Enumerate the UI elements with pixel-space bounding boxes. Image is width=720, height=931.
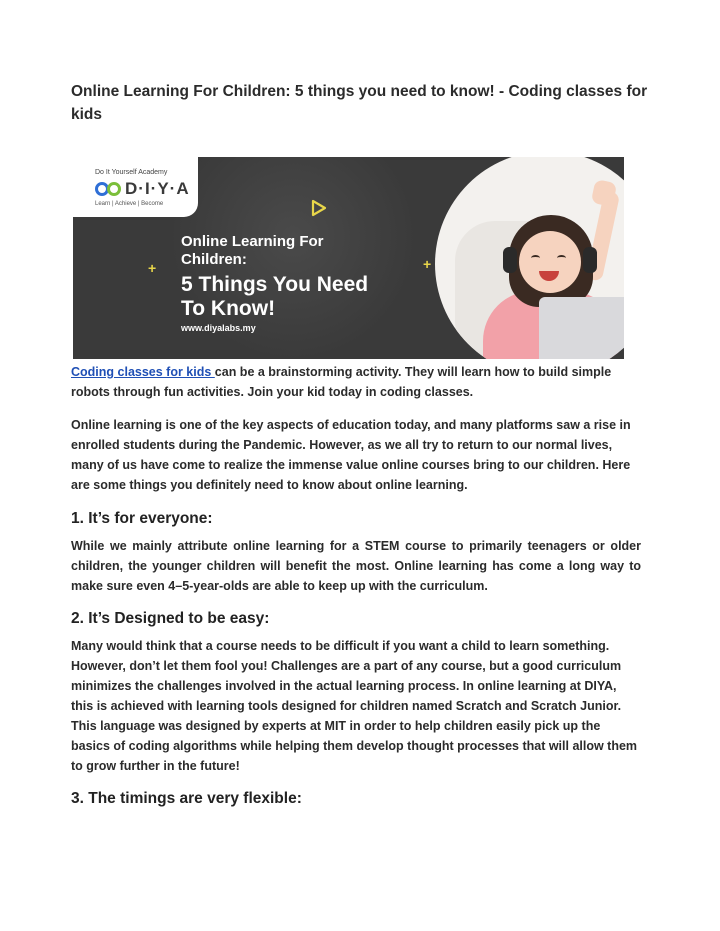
headphone-icon	[503, 247, 517, 273]
section-heading-1: 1. It’s for everyone:	[71, 510, 213, 527]
banner-emphasis: 5 Things You Need To Know!	[181, 273, 369, 320]
section-heading-3: 3. The timings are very flexible:	[71, 790, 302, 807]
intro-paragraph	[71, 362, 641, 402]
infinity-logo-icon	[95, 181, 121, 197]
plus-icon: +	[148, 260, 157, 276]
section-text-1: While we mainly attribute online learning for a STEM course to primarily teenagers or older children, the younger children will benefit the most. Online learning has come a long way to make sure even 4–5-year-olds are able to keep up with the curriculum.	[71, 539, 641, 593]
headphone-icon	[583, 247, 597, 273]
coding-classes-link[interactable]: Coding classes for kids	[71, 365, 215, 379]
eye-shape	[557, 255, 566, 261]
plus-icon: +	[423, 256, 432, 272]
logo-tagline: Learn | Achieve | Become	[95, 201, 164, 207]
section-text-2: Many would think that a course needs to be difficult if you want a child to learn something. However, don’t let them fool you! Challenges are a part of any course, but a good curriculum minimizes the challenges involved in the actual learning process. In online learning at DIYA, this is achieved with learning tools designed for children named Scratch and Scratch Junior. This language was designed by experts at MIT in order to help children easily pick up the basics of coding algorithms while helping them develop thought processes that will allow them to grow further in the future!	[71, 639, 638, 773]
play-icon	[311, 199, 327, 217]
diya-logo	[73, 157, 198, 217]
section-heading-2: 2. It’s Designed to be easy:	[71, 610, 270, 627]
intro-text: can be a brainstorming activity. They will learn how to build simple robots through fun activities. Join your kid today in coding classes.	[71, 365, 612, 399]
banner-url: www.diyalabs.my	[181, 323, 256, 333]
page-title: Online Learning For Children: 5 things you need to know! - Coding classes for kids	[71, 83, 648, 123]
face-shape	[519, 231, 581, 293]
logo-top-text: Do It Yourself Academy	[95, 169, 168, 176]
logo-name: D·I·Y·A	[125, 179, 190, 198]
eye-shape	[531, 255, 540, 261]
banner-heading: Online Learning For Children:	[181, 233, 324, 268]
hero-banner-image	[73, 157, 624, 359]
laptop-icon	[539, 297, 624, 359]
child-photo	[435, 157, 624, 359]
paragraph-online-learning: Online learning is one of the key aspects of education today, and many platforms saw a rise in enrolled students during the Pandemic. However, as we all try to return to our normal lives, many of us have come to realize the immense value online courses bring to our children. Here are some things you definitely need to know about online learning.	[71, 418, 631, 492]
